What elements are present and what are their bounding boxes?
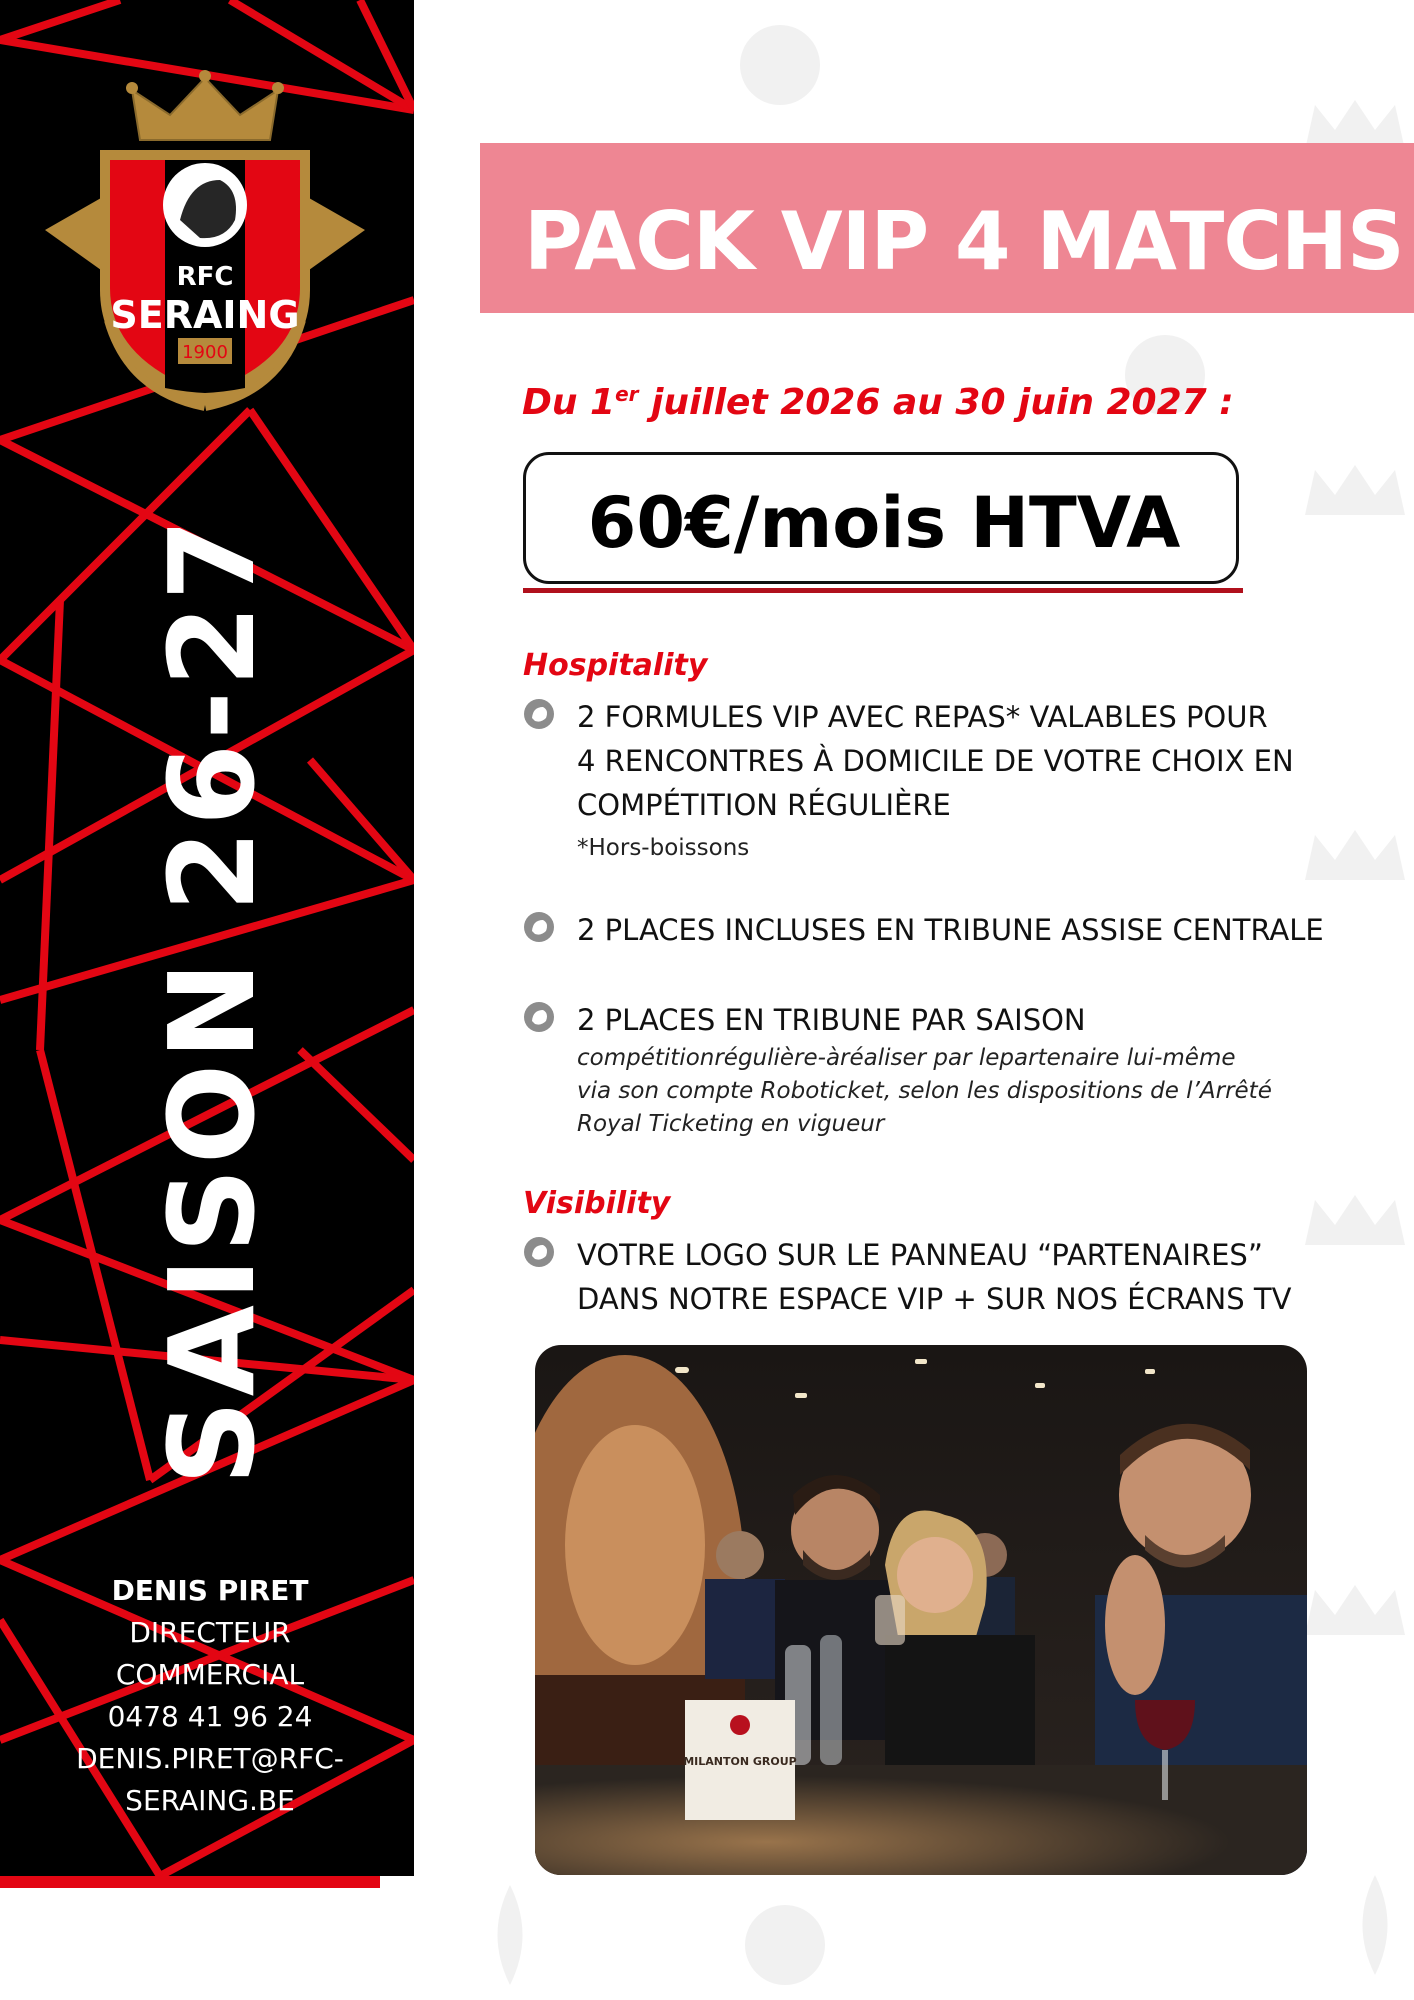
- laurel-watermark-icon: [480, 1880, 540, 1990]
- item-note: [577, 1042, 1367, 1141]
- contact-email: DENIS.PIRET@RFC-: [76, 1742, 344, 1775]
- note-line: compétitionrégulière-àréaliser par lepartenaire lui-même: [577, 1045, 1236, 1071]
- item-line: VOTRE LOGO SUR LE PANNEAU “PARTENAIRES”: [577, 1238, 1263, 1272]
- period-suffix: juillet 2026 au 30 juin 2027 :: [638, 382, 1234, 423]
- list-item: [577, 695, 1367, 827]
- lion-watermark-icon: [735, 20, 825, 110]
- note-line: Royal Ticketing en vigueur: [577, 1111, 885, 1137]
- item-note: *Hors-boissons: [577, 835, 750, 861]
- lion-bullet-icon: [523, 698, 555, 730]
- period-sup: er: [615, 382, 639, 406]
- period-prefix: Du 1: [522, 382, 616, 423]
- table-card-text: MILANTON GROUP: [683, 1755, 797, 1768]
- offer-period: [522, 382, 1234, 423]
- photo-illustration: [535, 1345, 1307, 1875]
- item-line: 4 RENCONTRES À DOMICILE DE VOTRE CHOIX EN: [577, 744, 1294, 778]
- crest-text-year: 1900: [182, 342, 228, 363]
- vip-dinner-photo: [535, 1345, 1307, 1875]
- item-line: COMPÉTITION RÉGULIÈRE: [577, 788, 951, 822]
- list-item: [577, 998, 1367, 1042]
- lion-bullet-icon: [523, 1001, 555, 1033]
- section-heading-visibility: Visibility: [523, 1186, 671, 1221]
- contact-name: DENIS PIRET: [111, 1574, 309, 1607]
- list-item: [577, 1233, 1367, 1321]
- sidebar-edge: [414, 0, 418, 1876]
- crown-watermark-icon: [1300, 460, 1410, 520]
- list-item: [577, 908, 1367, 952]
- lion-bullet-icon: [523, 1236, 555, 1268]
- sidebar-panel: [0, 0, 414, 1876]
- item-line: 2 PLACES INCLUSES EN TRIBUNE ASSISE CENTRALE: [577, 913, 1324, 947]
- item-line: 2 FORMULES VIP AVEC REPAS* VALABLES POUR: [577, 700, 1268, 734]
- crown-watermark-icon: [1300, 1580, 1410, 1640]
- price-underline: [523, 588, 1243, 593]
- season-label: SAISON 26-27: [143, 514, 281, 1486]
- price-box: [523, 452, 1239, 584]
- contact-line: COMMERCIAL: [115, 1658, 305, 1691]
- contact-email: SERAING.BE: [125, 1784, 295, 1817]
- item-line: DANS NOTRE ESPACE VIP + SUR NOS ÉCRANS TV: [577, 1282, 1292, 1316]
- crest-text-rfc: RFC: [176, 262, 234, 292]
- contact-line: DIRECTEUR: [129, 1616, 291, 1649]
- section-heading-hospitality: Hospitality: [523, 648, 708, 683]
- sidebar-bottom-line: [0, 1876, 380, 1888]
- price-text: 60€/mois HTVA: [587, 482, 1181, 564]
- contact-block: [40, 1570, 380, 1822]
- lion-bullet-icon: [523, 911, 555, 943]
- laurel-watermark-icon: [1345, 1870, 1405, 1980]
- crest-text-seraing: SERAING: [110, 293, 300, 337]
- page-title: PACK VIP 4 MATCHS: [524, 195, 1404, 288]
- contact-phone: 0478 41 96 24: [107, 1700, 313, 1733]
- note-line: via son compte Roboticket, selon les dispositions de l’Arrêté: [577, 1078, 1272, 1104]
- item-line: 2 PLACES EN TRIBUNE PAR SAISON: [577, 1003, 1086, 1037]
- rfc-seraing-crest-logo: [40, 70, 370, 420]
- lion-watermark-icon: [740, 1900, 830, 1990]
